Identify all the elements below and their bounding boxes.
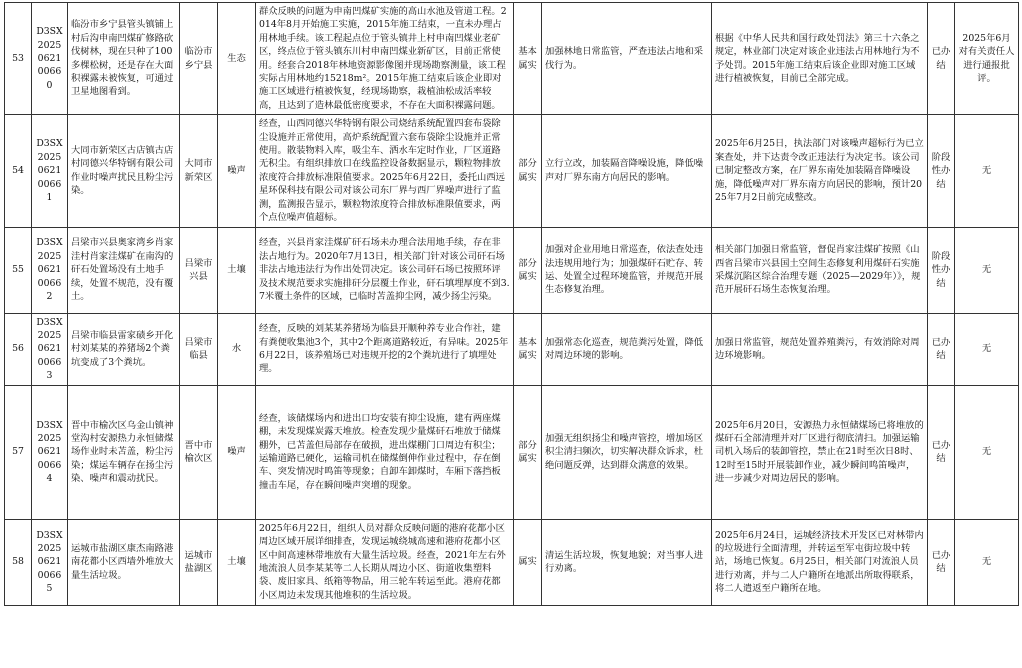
case-status: 已办结: [928, 385, 955, 519]
table-row: [5, 519, 1019, 605]
table-row: [5, 385, 1019, 519]
admin-area: 晋中市榆次区: [180, 385, 218, 519]
accountability: 2025年6月对有关责任人进行通报批评。: [955, 3, 1019, 115]
rectification-measures: 加强林地日常监管，严查违法占地和采伐行为。: [542, 3, 712, 115]
case-code: D3SX2025062100662: [32, 227, 68, 313]
handling-result: 2025年6月24日，运城经济技术开发区已对林带内的垃圾进行全面清理，并转运至军屯街垃圾中转站，场地已恢复。6月25日，相关部门对流浪人员进行劝离，并与二人户籍所在地派出所取得联系，将二人遣返至户籍所在地。: [712, 519, 928, 605]
verification-result: 部分属实: [514, 227, 542, 313]
complaint-text: 大同市新荣区古店镇古店村同德兴华特钢有限公司作业时噪声扰民且粉尘污染。: [68, 115, 180, 227]
pollution-type: 土壤: [218, 519, 256, 605]
admin-area: 运城市盐湖区: [180, 519, 218, 605]
rectification-measures: 加强无组织扬尘和噪声管控，增加场区积尘清扫频次，切实解决群众诉求，杜绝问题反弹，达到群众满意的效果。: [542, 385, 712, 519]
verification-result: 基本属实: [514, 3, 542, 115]
rectification-measures: 清运生活垃圾，恢复地貌；对当事人进行劝离。: [542, 519, 712, 605]
case-status: 阶段性办结: [928, 227, 955, 313]
case-code: D3SX2025062100663: [32, 313, 68, 385]
table-row: [5, 227, 1019, 313]
pollution-type: 土壤: [218, 227, 256, 313]
verification-result: 部分属实: [514, 115, 542, 227]
case-code: D3SX2025062100664: [32, 385, 68, 519]
handling-result: 根据《中华人民共和国行政处罚法》第三十六条之规定，林业部门决定对该企业违法占用林地行为不予处罚。2015年施工结束后该企业即对施工区域进行植被恢复，目前已全部完成。: [712, 3, 928, 115]
case-status: 阶段性办结: [928, 115, 955, 227]
complaint-text: 临汾市乡宁县管头镇铺上村后沟申南凹煤矿修路砍伐树林，现在只种了100多棵松树，还是存在大面积裸露未被恢复，可通过卫星地图看到。: [68, 3, 180, 115]
handling-result: 相关部门加强日常监管，督促肖家洼煤矿按照《山西省吕梁市兴县国土空间生态修复利用煤矸石实施采煤沉陷区综合治理专题（2025—2029年）》，规范开展矸石场生态恢复治理。: [712, 227, 928, 313]
investigation-finding: 经查，该储煤场内和进出口均安装有抑尘设施，建有两座煤棚，未发现煤炭露天堆放。检查发现少量煤矸石堆放于储煤棚外，已苫盖但局部存在破损，进出煤棚门口周边有积尘；运输道路已硬化，运输司机在储煤倒伸作业过程中，存在倒车、突发情况时鸣笛等现象；自卸车卸煤时，车厢下落挡板撞击车尾，存在瞬间噪声突增的现象。: [256, 385, 514, 519]
accountability: 无: [955, 115, 1019, 227]
case-status: 已办结: [928, 313, 955, 385]
row-number: 56: [5, 313, 32, 385]
accountability: 无: [955, 313, 1019, 385]
accountability: 无: [955, 227, 1019, 313]
investigation-finding: 2025年6月22日，组织人员对群众反映问题的港府花都小区周边区域开展详细排查，发现运城绕城高速和港府花都小区区中间高速林带堆放有大量生活垃圾。经查，2021年左右外地流浪人员李某某等二人长期从周边小区、街道收集塑料袋、废旧家具、纸箱等物品，用三轮车转运至此。港府花都小区周边未发现其他堆积的生活垃圾。: [256, 519, 514, 605]
complaint-text: 吕梁市临县雷家碛乡开化村刘某某的养猪场2个粪坑变成了3个粪坑。: [68, 313, 180, 385]
rectification-measures: 立行立改，加装隔音降噪设施，降低噪声对厂界东南方向居民的影响。: [542, 115, 712, 227]
complaint-table: [4, 2, 1019, 606]
pollution-type: 噪声: [218, 115, 256, 227]
table-row: [5, 3, 1019, 115]
accountability: 无: [955, 385, 1019, 519]
row-number: 57: [5, 385, 32, 519]
admin-area: 吕梁市临县: [180, 313, 218, 385]
complaint-text: 晋中市榆次区乌金山镇神堂沟村安源热力永恒储煤场作业时未苫盖，粉尘污染；煤运车辆存在扬尘污染、噪声和震动扰民。: [68, 385, 180, 519]
admin-area: 大同市新荣区: [180, 115, 218, 227]
investigation-finding: 经查，兴县肖家洼煤矿矸石场未办理合法用地手续，存在非法占地行为。2020年7月13日，相关部门针对该公司矸石场非法占地违法行为作出处罚决定。该公司矸石场已按照环评及技术规范要求实施排矸分层覆土作业，矸石填埋厚度不到3.7米覆土条件的区域，已临时苫盖抑尘网，减少扬尘污染。: [256, 227, 514, 313]
case-code: D3SX2025062100665: [32, 519, 68, 605]
investigation-finding: 经查，山西同德兴华特钢有限公司烧结系统配置四套布袋除尘设施并正常使用，高炉系统配置六套布袋除尘设施并正常使用。散装物料入库，吸尘车、洒水车定时作业，厂区道路无积尘。有组织排放口在线监控设备数据显示，颗粒物排放浓度符合排放标准限值要求。2025年6月22日，委托山西远星环保科技有限公司对该公司东厂界与西厂界噪声进行了监测，监测报告显示，颗粒物浓度符合排放标准限值要求，两个点位噪声值超标。: [256, 115, 514, 227]
investigation-finding: 群众反映的问题为申南凹煤矿实施的高山水池及管道工程。2014年8月开始施工实施，2015年施工结束，一直未办理占用林地手续。该工程起点位于管头镇井上村申南凹煤业老矿区，终点位于管头镇东川村申南凹煤业新矿区，目前正常使用。经套合2018年林地资源影像图并现场勘察测量，该工程实际占用林地约15218m²。2015年施工结束后该企业即对施工区域进行植被恢复，经现场勘察，栽植油松成活率较高，且达到了造林最低密度要求，不存在大面积裸露问题。: [256, 3, 514, 115]
verification-result: 部分属实: [514, 385, 542, 519]
case-code: D3SX2025062100661: [32, 115, 68, 227]
admin-area: 吕梁市兴县: [180, 227, 218, 313]
handling-result: 2025年6月20日，安源热力永恒储煤场已将堆放的煤矸石全部清理并对厂区进行彻底清扫。加强运输司机入场后的装卸管控，禁止在21时至次日8时、12时至15时开展装卸作业，减少瞬间鸣笛噪声，进一步减少对周边居民的影响。: [712, 385, 928, 519]
verification-result: 基本属实: [514, 313, 542, 385]
pollution-type: 噪声: [218, 385, 256, 519]
pollution-type: 生态: [218, 3, 256, 115]
row-number: 58: [5, 519, 32, 605]
rectification-measures: 加强对企业用地日常巡查，依法查处违法违规用地行为；加强煤矸石贮存、转运、处置全过程环境监管，并规范开展生态修复治理。: [542, 227, 712, 313]
table-row: [5, 115, 1019, 227]
handling-result: 加强日常监管，规范处置养殖粪污，有效消除对周边环境影响。: [712, 313, 928, 385]
complaint-text: 运城市盐湖区康杰南路港南花都小区西墙外堆放大量生活垃圾。: [68, 519, 180, 605]
row-number: 53: [5, 3, 32, 115]
row-number: 54: [5, 115, 32, 227]
table-row: [5, 313, 1019, 385]
complaint-text: 吕梁市兴县奥家湾乡肖家洼村肖家洼煤矿在南沟的矸石处置场没有土地手续，处置不规范，没有覆土。: [68, 227, 180, 313]
row-number: 55: [5, 227, 32, 313]
accountability: 无: [955, 519, 1019, 605]
handling-result: 2025年6月25日，执法部门对该噪声超标行为已立案查处，并下达责令改正违法行为决定书。该公司已制定整改方案，在厂界东南处加装隔音降噪设施，降低噪声对厂界东南方向居民的影响，预计2025年7月2日前完成整改。: [712, 115, 928, 227]
investigation-finding: 经查，反映的刘某某养猪场为临县开顺种养专业合作社，建有粪便收集池3个，其中2个距离道路较近，有异味。2025年6月22日，该养殖场已对违规开挖的2个粪坑进行了填埋处理。: [256, 313, 514, 385]
verification-result: 属实: [514, 519, 542, 605]
admin-area: 临汾市乡宁县: [180, 3, 218, 115]
case-code: D3SX2025062100660: [32, 3, 68, 115]
case-status: 已办结: [928, 519, 955, 605]
rectification-measures: 加强常态化巡查，规范粪污处置，降低对周边环境的影响。: [542, 313, 712, 385]
case-status: 已办结: [928, 3, 955, 115]
pollution-type: 水: [218, 313, 256, 385]
